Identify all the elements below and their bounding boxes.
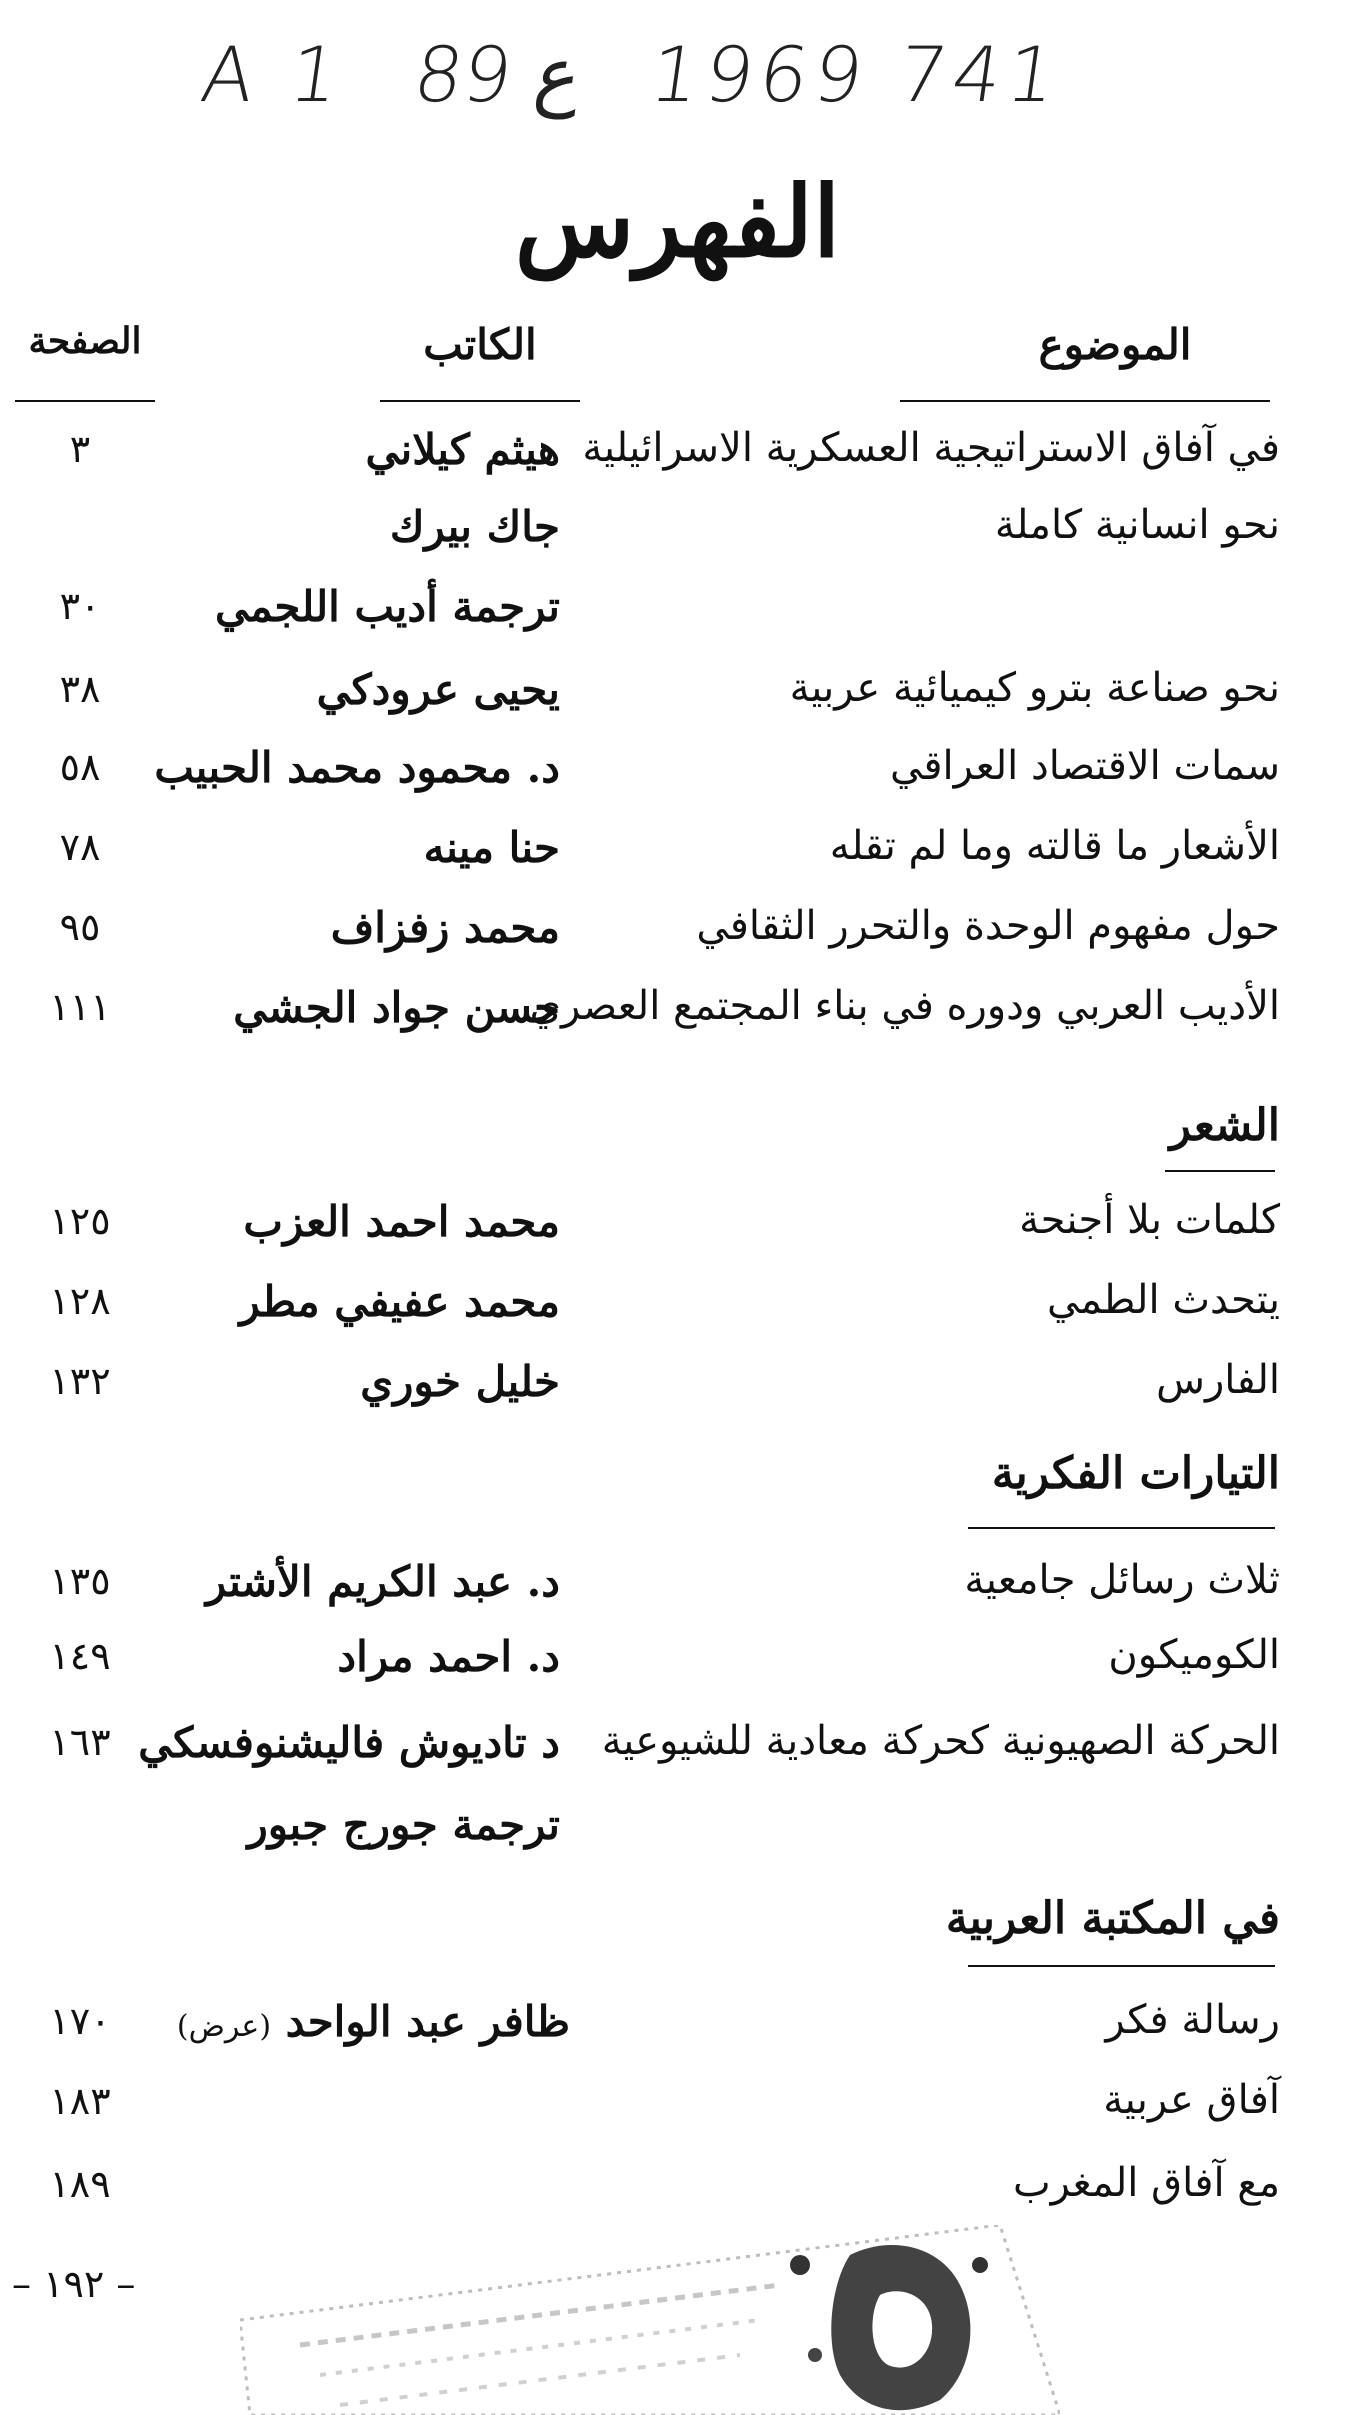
toc-row <box>0 823 1355 893</box>
header-author: الكاتب <box>423 320 537 369</box>
toc-row <box>0 903 1355 973</box>
header-underline-author <box>380 400 580 402</box>
toc-page: ٣٨ <box>59 667 101 711</box>
toc-row <box>0 983 1355 1053</box>
toc-page: ١٧٠ <box>49 1999 111 2043</box>
toc-subject: كلمات بلا أجنحة <box>1019 1197 1280 1243</box>
toc-author: محمد عفيفي مطر <box>239 1277 560 1326</box>
toc-page: ١٣٢ <box>49 1359 111 1403</box>
toc-page: ٧٨ <box>59 825 101 869</box>
toc-subject: رسالة فكر <box>1105 1997 1280 2043</box>
toc-subject: في آفاق الاستراتيجية العسكرية الاسرائيلية <box>582 425 1280 471</box>
toc-subject: مع آفاق المغرب <box>1012 2160 1280 2206</box>
toc-subject: الفارس <box>1156 1357 1280 1403</box>
toc-subject: ثلاث رسائل جامعية <box>964 1557 1280 1603</box>
toc-subject: الحركة الصهيونية كحركة معادية للشيوعية <box>601 1718 1280 1764</box>
toc-page: ١٢٥ <box>49 1199 111 1243</box>
toc-author: د. عبد الكريم الأشتر <box>205 1557 560 1606</box>
toc-row <box>0 1357 1355 1427</box>
header-underline-subject <box>900 400 1270 402</box>
toc-author: حنا مينه <box>423 823 560 872</box>
toc-row <box>0 582 1355 652</box>
toc-row <box>0 665 1355 735</box>
section-heading-currents: التيارات الفكرية <box>991 1448 1280 1499</box>
toc-author: ترجمة أديب اللجمي <box>215 582 560 631</box>
catalog-part-3: 1969 741 <box>644 30 1068 119</box>
section-underline <box>1165 1170 1275 1172</box>
toc-author: محمد زفزاف <box>330 903 560 952</box>
toc-author: يحيى عرودكي <box>316 665 560 714</box>
toc-author: خليل خوري <box>360 1357 560 1406</box>
page-title: الفهرس <box>514 165 841 280</box>
toc-page: ١٦٣ <box>49 1720 111 1764</box>
toc-page: ٣٠ <box>59 584 101 628</box>
toc-author: حسن جواد الجشي <box>233 983 560 1032</box>
toc-subject: الكوميكون <box>1108 1632 1280 1678</box>
toc-author-name: ظافر عبد الواحد <box>285 1997 570 2046</box>
toc-row <box>0 502 1355 572</box>
toc-page: ١٤٩ <box>49 1634 111 1678</box>
section-underline <box>968 1965 1275 1967</box>
toc-page: ١٨٩ <box>49 2162 111 2206</box>
toc-subject: الأشعار ما قالته وما لم تقله <box>829 823 1280 869</box>
toc-row <box>0 1800 1355 1870</box>
toc-row <box>0 1997 1355 2067</box>
section-underline <box>968 1527 1275 1529</box>
toc-page: ١٨٣ <box>49 2079 111 2123</box>
toc-author: د. احمد مراد <box>337 1632 560 1681</box>
toc-author: جاك بيرك <box>389 502 560 551</box>
catalog-part-1: A 1 <box>195 30 351 119</box>
toc-author <box>150 1997 570 2046</box>
toc-row <box>0 1277 1355 1347</box>
toc-row <box>0 2077 1355 2147</box>
toc-subject: آفاق عربية <box>1103 2077 1280 2123</box>
header-underline-page <box>15 400 155 402</box>
toc-subject: نحو انسانية كاملة <box>994 502 1280 548</box>
toc-page: ٥٨ <box>59 745 101 789</box>
header-page: الصفحة <box>28 320 142 362</box>
toc-author: د. محمود محمد الحبيب <box>154 743 560 792</box>
toc-page: ٣ <box>69 427 91 471</box>
section-heading-poetry: الشعر <box>1169 1100 1280 1151</box>
toc-page: ١٢٨ <box>49 1279 111 1323</box>
toc-page: ١٣٥ <box>49 1559 111 1603</box>
toc-row <box>0 1632 1355 1702</box>
toc-author: محمد احمد العزب <box>243 1197 560 1246</box>
toc-author: هيثم كيلاني <box>365 425 560 474</box>
toc-row <box>0 1557 1355 1627</box>
section-heading-library: في المكتبة العربية <box>945 1893 1280 1944</box>
library-stamp-image <box>240 2225 1060 2415</box>
toc-row <box>0 2160 1355 2230</box>
toc-page: ١١١ <box>49 985 111 1029</box>
toc-author: د تاديوش فاليشنوفسكي <box>138 1718 560 1767</box>
toc-subject: سمات الاقتصاد العراقي <box>890 743 1280 789</box>
handwritten-catalog-number <box>192 30 1309 150</box>
toc-row <box>0 1197 1355 1267</box>
toc-row <box>0 743 1355 813</box>
toc-subject: حول مفهوم الوحدة والتحرر الثقافي <box>696 903 1280 949</box>
toc-subject: الأديب العربي ودوره في بناء المجتمع العصري <box>529 983 1280 1029</box>
toc-subject: نحو صناعة بترو كيميائية عربية <box>789 665 1280 711</box>
catalog-part-2: 89 ع <box>408 30 588 119</box>
toc-author: ترجمة جورج جبور <box>247 1800 560 1849</box>
toc-page: ٩٥ <box>59 905 101 949</box>
toc-author-note: (عرض) <box>176 2009 272 2044</box>
toc-subject: يتحدث الطمي <box>1047 1277 1280 1323</box>
header-subject: الموضوع <box>1038 320 1192 369</box>
toc-row <box>0 1718 1355 1788</box>
page-number: – ١٩٢ – <box>12 2262 136 2306</box>
toc-row <box>0 425 1355 495</box>
